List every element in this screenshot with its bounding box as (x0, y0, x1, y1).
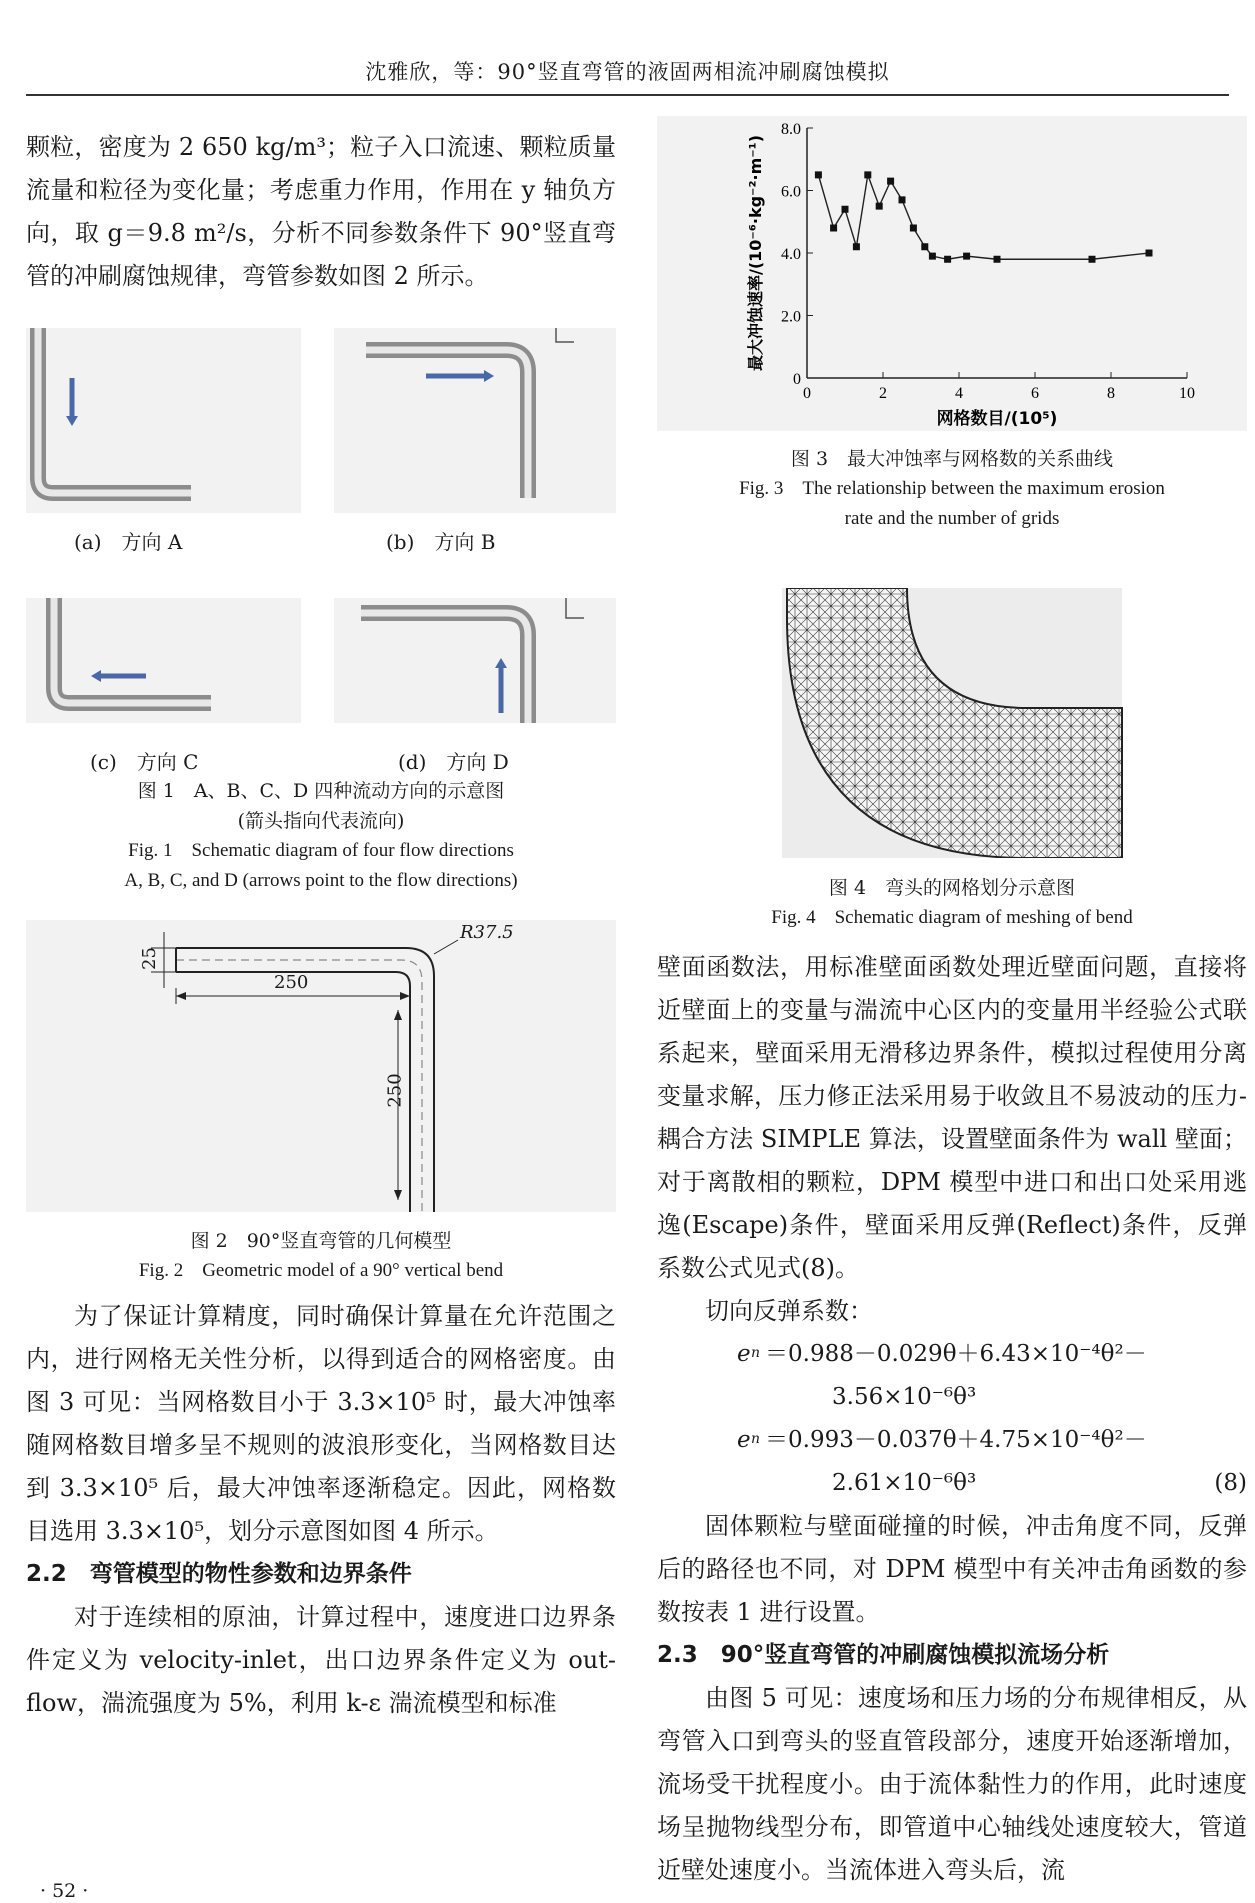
fig4-caption-cn: 图 4 弯头的网格划分示意图 (828, 877, 1076, 899)
data-point (815, 171, 822, 178)
x-tick-label: 8 (1107, 385, 1115, 402)
fig3-caption-en-2: rate and the number of grids (844, 508, 1060, 529)
data-point (929, 253, 936, 260)
fig1b-label: (b) 方向 B (386, 530, 496, 554)
data-point (887, 178, 894, 185)
fig2-drawing (26, 920, 616, 1212)
fig2-caption-cn: 图 2 90°竖直弯管的几何模型 (190, 1230, 452, 1252)
fig3-chart (657, 116, 1247, 431)
eq1-tail: 3.56×10⁻⁶θ³ (832, 1384, 977, 1410)
data-point (842, 206, 849, 213)
x-axis-label: 网格数目/(10⁵) (936, 409, 1058, 429)
y-tick-label: 0 (793, 371, 801, 388)
fig1d-label: (d) 方向 D (398, 750, 509, 774)
y-tick-label: 4.0 (781, 246, 801, 263)
header-rule (26, 94, 1229, 96)
left-column (26, 126, 616, 1725)
data-point (994, 256, 1001, 263)
fig4-mesh-image (657, 588, 1247, 858)
eq1-symbol: e (737, 1341, 751, 1367)
boundary-paragraph: 对于连续相的原油，计算过程中，速度进口边界条件定义为 velocity-inlet，出口边界条件定义为 out-flow，湍流强度为 5%，利用 k-ε 湍流模型和标准 (26, 1603, 616, 1717)
series-line (818, 175, 1149, 259)
data-point (910, 225, 917, 232)
x-tick-label: 2 (879, 385, 887, 402)
impact-paragraph: 固体颗粒与壁面碰撞的时候，冲击角度不同，反弹后的路径也不同，对 DPM 模型中有关冲击角函数的参数按表 1 进行设置。 (657, 1512, 1247, 1626)
fig2-dim-250-v: 250 (384, 1073, 406, 1108)
eq2-symbol: e (737, 1427, 751, 1453)
wall-paragraph: 壁面函数法，用标准壁面函数处理近壁面问题，直接将近壁面上的变量与湍流中心区内的变量用半经验公式联系起来，壁面采用无滑移边界条件，模拟过程使用分离变量求解，压力修正法采用易于收敛且不易波动的压力-耦合方法 SIMPLE 算法，设置壁面条件为 wall 壁面；对于离散相的颗粒，DPM 模型中进口和出口处采用逃逸(Escape)条件，壁面采用反弹(Reflect)条件，反弹系数公式见式(8)。 (657, 953, 1247, 1282)
page-number: · 52 · (40, 1880, 89, 1902)
data-point (864, 171, 871, 178)
data-point (830, 225, 837, 232)
y-tick-label: 6.0 (781, 183, 801, 201)
eq1-subscript: n (751, 1345, 761, 1361)
eq-number: (8) (1214, 1470, 1247, 1496)
fig2-dim-250-h: 250 (274, 972, 309, 993)
y-tick-label: 2.0 (781, 308, 801, 326)
eq2-subscript: n (751, 1431, 761, 1447)
x-tick-label: 0 (803, 385, 811, 402)
data-point (853, 243, 860, 250)
right-column (657, 116, 1247, 1892)
x-tick-label: 10 (1179, 385, 1195, 402)
running-title: 沈雅欣，等：90°竖直弯管的液固两相流冲刷腐蚀模拟 (365, 60, 890, 84)
fig1a-label: (a) 方向 A (74, 530, 183, 554)
data-point (921, 243, 928, 250)
fig4-caption-en: Fig. 4 Schematic diagram of meshing of bend (771, 907, 1133, 928)
figure-4 (657, 588, 1247, 978)
eq-intro: 切向反弹系数： (705, 1297, 873, 1325)
eq1-rhs: ＝0.988－0.029θ＋6.43×10⁻⁴θ²－ (765, 1341, 1147, 1367)
figure-3 (657, 116, 1247, 558)
eq2-rhs: ＝0.993－0.037θ＋4.75×10⁻⁴θ²－ (765, 1427, 1147, 1453)
fig3-caption-en-1: Fig. 3 The relationship between the maximum erosion (739, 478, 1165, 499)
y-tick-label: 8.0 (781, 121, 801, 138)
data-point (963, 253, 970, 260)
grid-paragraph: 为了保证计算精度，同时确保计算量在允许范围之内，进行网格无关性分析，以得到适合的网格密度。由图 3 可见：当网格数目小于 3.3×10⁵ 时，最大冲蚀率随网格数目增多呈不规则的波浪形变化，当网格数目达到 3.3×10⁵ 后，最大冲蚀率逐渐稳定。因此，网格数目选用 3.3×10⁵，划分示意图如图 4 所示。 (26, 1302, 616, 1545)
data-point (944, 256, 951, 263)
section-2-3-heading: 2.3 90°竖直弯管的冲刷腐蚀模拟流场分析 (657, 1642, 1110, 1668)
data-point (1146, 250, 1153, 257)
x-tick-label: 6 (1031, 385, 1039, 402)
equation-8 (657, 1333, 1247, 1505)
fig2-dim-radius: R37.5 (460, 922, 514, 943)
data-point (1089, 256, 1096, 263)
x-tick-label: 4 (955, 385, 963, 402)
fig1-caption-cn-2: (箭头指向代表流向) (237, 810, 405, 832)
fig1-caption-en-2: A, B, C, and D (arrows point to the flow directions) (124, 870, 518, 891)
section-2-2-heading: 2.2 弯管模型的物性参数和边界条件 (26, 1561, 412, 1587)
fig2-caption-en: Fig. 2 Geometric model of a 90° vertical bend (138, 1260, 504, 1281)
fig3-caption-cn: 图 3 最大冲蚀率与网格数的关系曲线 (790, 448, 1114, 470)
intro-paragraph: 颗粒，密度为 2 650 kg/m³；粒子入口流速、颗粒质量流量和粒径为变化量；考虑重力作用，作用在 y 轴负方向，取 g＝9.8 m²/s，分析不同参数条件下 90°竖直弯管的冲刷腐蚀规律，弯管参数如图 2 所示。 (26, 133, 616, 290)
eq2-tail: 2.61×10⁻⁶θ³ (832, 1470, 977, 1496)
data-point (899, 196, 906, 203)
flow-paragraph: 由图 5 可见：速度场和压力场的分布规律相反，从弯管入口到弯头的竖直管段部分，速度开始逐渐增加，流场受干扰程度小。由于流体黏性力的作用，此时速度场呈抛物线型分布，即管道中心轴线处速度较大，管道近壁处速度小。当流体进入弯头后，流 (657, 1684, 1247, 1884)
fig1-caption-en-1: Fig. 1 Schematic diagram of four flow directions (128, 840, 514, 861)
fig1-caption-cn-1: 图 1 A、B、C、D 四种流动方向的示意图 (137, 780, 505, 802)
data-point (876, 203, 883, 210)
fig1c-label: (c) 方向 C (90, 750, 199, 774)
figure-2 (26, 920, 616, 1295)
figure-1 (26, 328, 616, 908)
fig2-dim-25: 25 (138, 947, 160, 970)
y-axis-label: 最大冲蚀速率/(10⁻⁶·kg⁻²·m⁻¹) (746, 134, 765, 372)
